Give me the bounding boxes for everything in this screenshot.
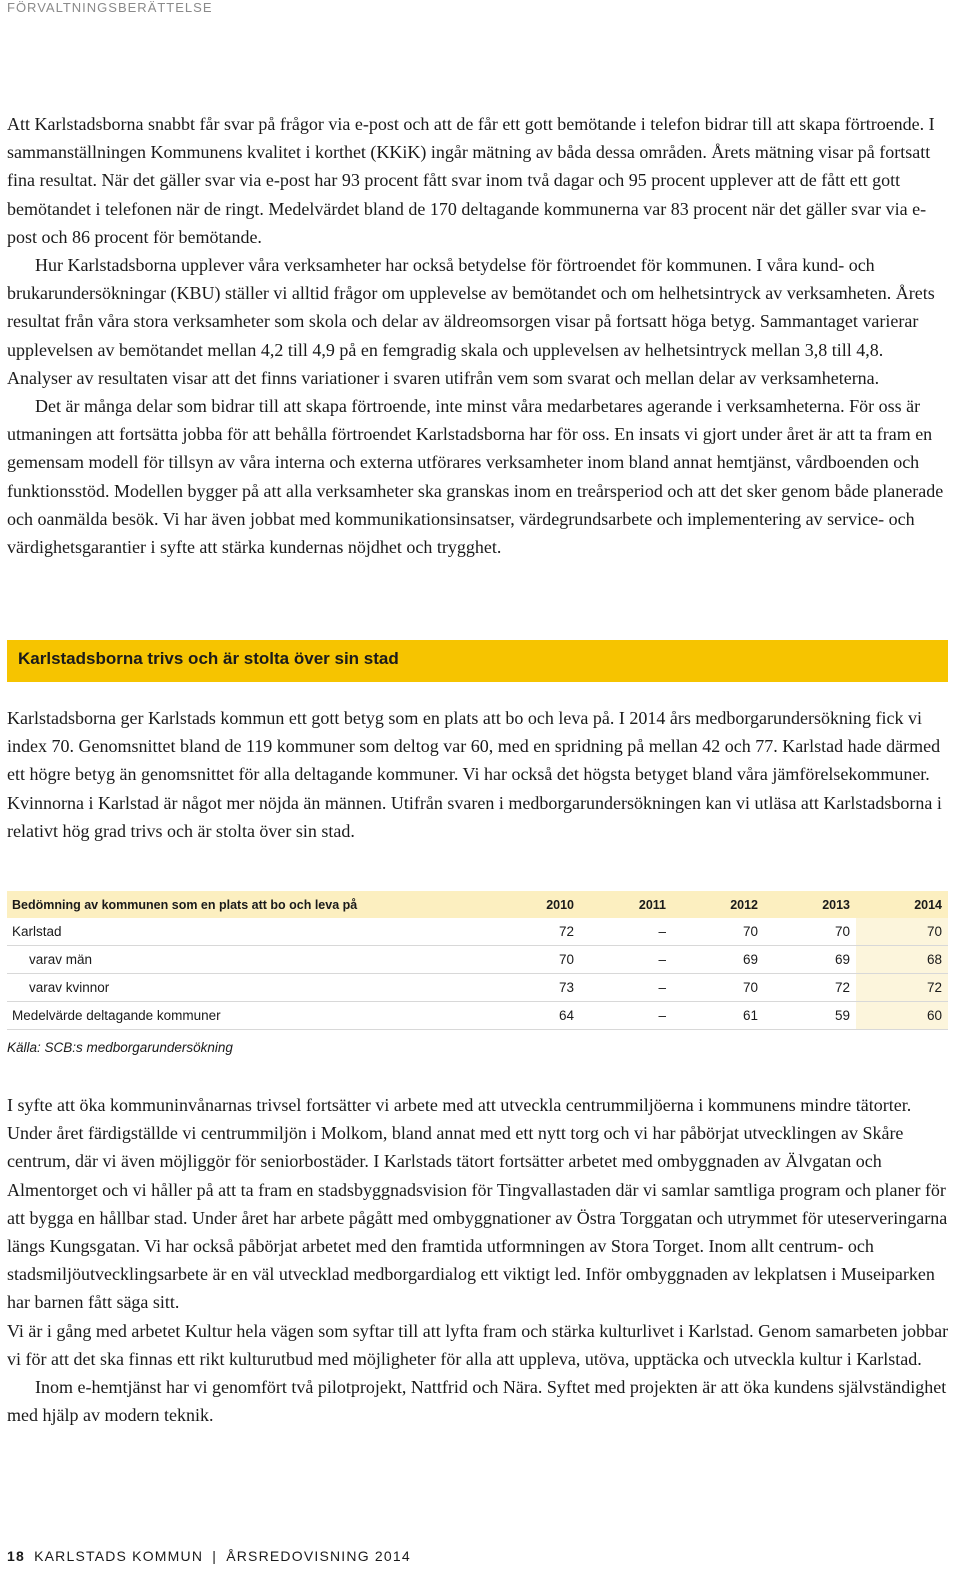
table-header-year: 2014 [856, 891, 948, 918]
table-row [7, 1002, 948, 1030]
intro-paragraph-3: Det är många delar som bidrar till att skapa förtroende, inte minst våra medarbetares agerande i verksamheterna. För oss är utmaningen att fortsätta jobba för att behålla förtroendet Karlstadsborna har för oss. En insats vi gjort under året är att ta fram en gemensam modell för tillsyn av våra interna och externa utförares verksamheter inom bland annat hemtjänst, vårdboenden och funktionsstöd. Modellen bygger på att alla verksamheter ska granskas inom en treårsperiod och att det sker genom både planerade och oanmälda besök. Vi har även jobbat med kommunikationsinsatser, värdegrundsarbete och implementering av service- och värdighetsgarantier i syfte att stärka kundernas nöjdhet och trygghet. [7, 396, 944, 558]
table-cell: – [580, 946, 672, 974]
table-cell: 59 [764, 1002, 856, 1030]
table-cell: 70 [488, 946, 580, 974]
table-cell: – [580, 918, 672, 946]
table-row [7, 946, 948, 974]
table-cell: 72 [856, 974, 948, 1002]
footer-separator: | [212, 1548, 218, 1564]
table-row-label: varav män [7, 946, 488, 974]
table-cell: 61 [672, 1002, 764, 1030]
table-cell: 70 [764, 918, 856, 946]
intro-text [7, 110, 949, 561]
table-row-label: Karlstad [7, 918, 488, 946]
table-row [7, 974, 948, 1002]
table-header-year: 2011 [580, 891, 672, 918]
page-footer [7, 1548, 411, 1564]
table-row-label: Medelvärde deltagande kommuner [7, 1002, 488, 1030]
closing-text [7, 1091, 949, 1429]
table-cell: 70 [672, 974, 764, 1002]
rating-table [7, 891, 948, 1030]
footer-doc: ÅRSREDOVISNING 2014 [226, 1548, 411, 1564]
intro-paragraph-1: Att Karlstadsborna snabbt får svar på frågor via e-post och att de får ett gott bemötande i telefon bidrar till att skapa förtroende. I sammanställningen Kommunens kvalitet i korthet (KKiK) ingår mätning av båda dessa områden. Årets mätning visar på fortsatt fina resultat. När det gäller svar via e-post har 93 procent fått svar inom två dagar och 95 procent upplever att de fått ett gott bemötandet i telefonen när de ringt. Medelvärdet bland de 170 deltagande kommunerna var 83 procent när det gäller svar via e-post och 86 procent för bemötande. [7, 114, 935, 247]
table-header-row [7, 891, 948, 918]
table-cell: 64 [488, 1002, 580, 1030]
table-cell: 69 [764, 946, 856, 974]
closing-paragraph-1: I syfte att öka kommuninvånarnas trivsel fortsätter vi arbete med att utveckla centrummiljöerna i kommunens mindre tätorter. Under året färdigställde vi centrummiljön i Molkom, bland annat med ett nytt torg och vi har påbörjat utvecklingen av Skåre centrum, där vi även möjliggör för seniorbostäder. I Karlstads tätort fortsätter arbetet med ombyggnaden av Älvgatan och Almentorget och vi håller på att ta fram en stadsbyggnadsvision för Tingvallastaden där vi samlar samtliga program och planer för att bygga en hållbar stad. Under året har arbete pågått med ombyggnationer av Östra Torggatan och utrymmet för uteserveringarna längs Kungsgatan. Vi har också påbörjat arbetet med den framtida utformningen av Stora Torget. Inom allt centrum- och stadsmiljöutvecklingsarbete är en väl utvecklad medborgardialog ett viktigt led. Inför ombyggnaden av lekplatsen i Museiparken har barnen fått säga sitt. [7, 1095, 948, 1313]
page-number: 18 [7, 1548, 25, 1564]
table-row [7, 918, 948, 946]
section-text [7, 704, 949, 845]
table-cell: – [580, 974, 672, 1002]
footer-org: KARLSTADS KOMMUN [34, 1548, 204, 1564]
table-cell: 68 [856, 946, 948, 974]
table-cell: – [580, 1002, 672, 1030]
table-header-year: 2013 [764, 891, 856, 918]
table-row-label: varav kvinnor [7, 974, 488, 1002]
table-header-label: Bedömning av kommunen som en plats att bo och leva på [7, 891, 488, 918]
table-cell: 70 [856, 918, 948, 946]
closing-paragraph-2: Vi är i gång med arbetet Kultur hela vägen som syftar till att lyfta fram och stärka kulturlivet i Karlstad. Genom samarbeten jobbar vi för att det ska finnas ett rikt kulturutbud med möjligheter för alla att uppleva, utöva, upptäcka och utveckla kultur i Karlstad. [7, 1320, 949, 1369]
section-label: FÖRVALTNINGSBERÄTTELSE [7, 0, 213, 15]
table-header-year: 2012 [672, 891, 764, 918]
table-cell: 72 [488, 918, 580, 946]
section-heading: Karlstadsborna trivs och är stolta över sin stad [18, 649, 399, 668]
table-source: Källa: SCB:s medborgarundersökning [7, 1040, 233, 1055]
table-cell: 70 [672, 918, 764, 946]
intro-paragraph-2: Hur Karlstadsborna upplever våra verksamheter har också betydelse för förtroendet för kommunen. I våra kund- och brukarundersökningar (KBU) ställer vi alltid frågor om upplevelse av bemötandet och om helhetsintryck av verksamheten. Årets resultat från våra stora verksamheter som skola och delar av äldreomsorgen visar på fortsatt höga betyg. Sammantaget varierar upplevelsen av bemötandet mellan 4,2 till 4,9 på en femgradig skala och upplevelsen av helhetsintryck mellan 3,8 till 4,8. Analyser av resultaten visar att det finns variationer i svaren utifrån vem som svarat och mellan delar av verksamheterna. [7, 255, 935, 388]
table-cell: 73 [488, 974, 580, 1002]
section-paragraph-1: Karlstadsborna ger Karlstads kommun ett gott betyg som en plats att bo och leva på. I 2014 års medborgarundersökning fick vi index 70. Genomsnittet bland de 119 kommuner som deltog var 60, med en spridning på mellan 42 och 77. Karlstad hade därmed ett högre betyg än genomsnittet för alla deltagande kommuner. Vi har också det högsta betyget bland våra jämförelsekommuner. Kvinnorna i Karlstad är något mer nöjda än männen. Utifrån svaren i medborgarundersökningen kan vi utläsa att Karlstadsborna i relativt hög grad trivs och är stolta över sin stad. [7, 708, 942, 841]
table-cell: 69 [672, 946, 764, 974]
table-header-year: 2010 [488, 891, 580, 918]
section-heading-bar [7, 640, 948, 682]
closing-paragraph-3: Inom e-hemtjänst har vi genomfört två pilotprojekt, Nattfrid och Nära. Syftet med projekten är att öka kundens självständighet med hjälp av modern teknik. [7, 1377, 947, 1426]
table-cell: 72 [764, 974, 856, 1002]
table-cell: 60 [856, 1002, 948, 1030]
